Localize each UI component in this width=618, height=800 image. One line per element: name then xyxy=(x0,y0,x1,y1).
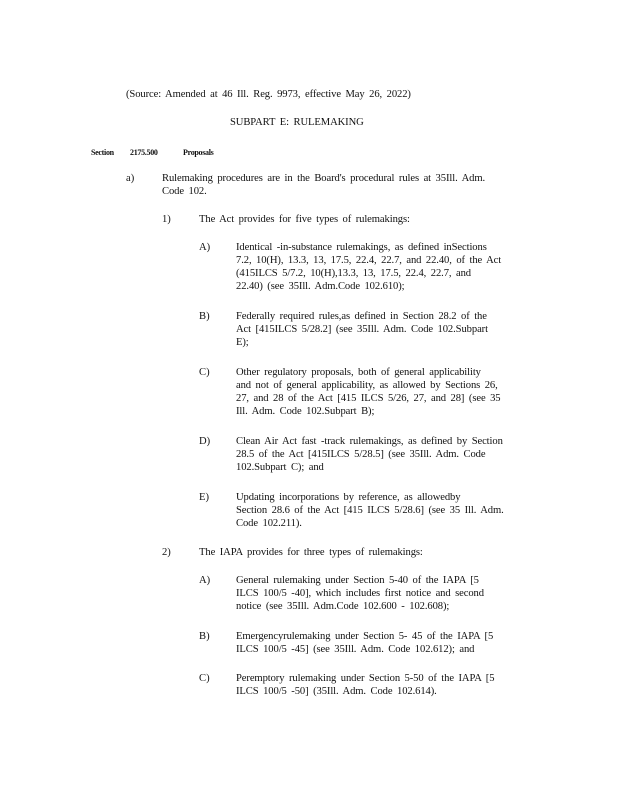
item-label: C) xyxy=(199,673,210,684)
item-label: A) xyxy=(199,575,211,586)
paragraph-a-line: Code 102. xyxy=(162,186,207,197)
item-line: Section 28.6 of the Act [415 ILCS 5/28.6] (see 35 Ill. Adm. xyxy=(236,505,504,516)
item-label: B) xyxy=(199,631,210,642)
item-line: Federally required rules,as defined in Section 28.2 of the xyxy=(236,311,487,322)
item-line: Ill. Adm. Code 102.Subpart B); xyxy=(236,406,375,417)
section-number: 2175.500 xyxy=(130,148,158,157)
item-label: D) xyxy=(199,436,211,447)
paragraph-a-label: a) xyxy=(126,173,135,184)
item-label: B) xyxy=(199,311,210,322)
item-line: Identical -in-substance rulemakings, as defined inSections xyxy=(236,242,487,253)
item-line: and not of general applicability, as allowed by Sections 26, xyxy=(236,380,498,391)
item-line: Act [415ILCS 5/28.2] (see 35Ill. Adm. Code 102.Subpart xyxy=(236,324,488,335)
item-line: E); xyxy=(236,337,249,348)
item-line: Code 102.211). xyxy=(236,518,302,529)
item-line: Other regulatory proposals, both of general applicability xyxy=(236,367,481,378)
item-line: ILCS 100/5 -40], which includes first notice and second xyxy=(236,588,484,599)
paragraph-2-text: The IAPA provides for three types of rulemakings: xyxy=(199,547,423,558)
source-note: (Source: Amended at 46 Ill. Reg. 9973, effective May 26, 2022) xyxy=(126,89,411,100)
item-line: Peremptory rulemaking under Section 5-50 of the IAPA [5 xyxy=(236,673,495,684)
item-line: 7.2, 10(H), 13.3, 13, 17.5, 22.4, 22.7, and 22.40, of the Act xyxy=(236,255,502,266)
subpart-heading: SUBPART E: RULEMAKING xyxy=(230,117,364,128)
item-line: 27, and 28 of the Act [415 ILCS 5/26, 27, and 28] (see 35 xyxy=(236,393,501,404)
item-line: Emergencyrulemaking under Section 5- 45 of the IAPA [5 xyxy=(236,631,494,642)
item-label: A) xyxy=(199,242,211,253)
item-line: 102.Subpart C); and xyxy=(236,462,324,473)
paragraph-1-label: 1) xyxy=(162,214,171,225)
item-label: E) xyxy=(199,492,209,503)
section-label: Section xyxy=(91,148,114,157)
item-line: 22.40) (see 35Ill. Adm.Code 102.610); xyxy=(236,281,405,292)
item-line: Clean Air Act fast -track rulemakings, as defined by Section xyxy=(236,436,503,447)
item-label: C) xyxy=(199,367,210,378)
item-line: ILCS 100/5 -50] (35Ill. Adm. Code 102.614). xyxy=(236,686,437,697)
item-line: (415ILCS 5/7.2, 10(H),13.3, 13, 17.5, 22.4, 22.7, and xyxy=(236,268,471,279)
item-line: 28.5 of the Act [415ILCS 5/28.5] (see 35Ill. Adm. Code xyxy=(236,449,486,460)
item-line: notice (see 35Ill. Adm.Code 102.600 - 102.608); xyxy=(236,601,450,612)
paragraph-a-line: Rulemaking procedures are in the Board's procedural rules at 35Ill. Adm. xyxy=(162,173,486,184)
paragraph-2-label: 2) xyxy=(162,547,171,558)
section-title: Proposals xyxy=(183,148,214,157)
item-line: ILCS 100/5 -45] (see 35Ill. Adm. Code 102.612); and xyxy=(236,644,475,655)
item-line: Updating incorporations by reference, as allowedby xyxy=(236,492,461,503)
paragraph-1-text: The Act provides for five types of rulemakings: xyxy=(199,214,410,225)
item-line: General rulemaking under Section 5-40 of the IAPA [5 xyxy=(236,575,479,586)
